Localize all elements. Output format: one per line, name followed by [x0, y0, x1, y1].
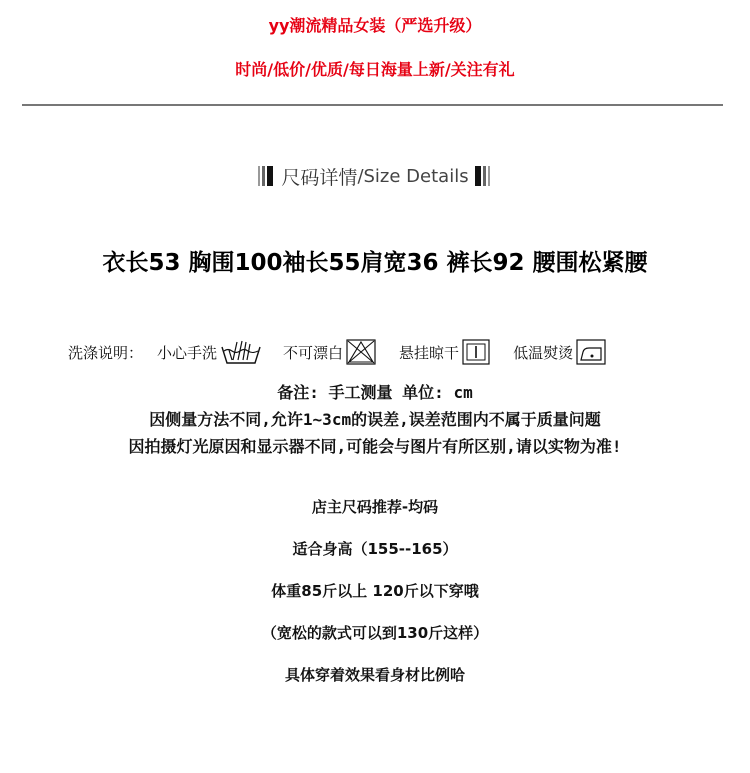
hang-dry-icon [461, 338, 491, 366]
care-item-no-bleach [283, 338, 377, 366]
section-title: 尺码详情 [281, 166, 358, 189]
low-iron-icon [575, 338, 607, 366]
note-color-disclaimer: 因拍摄灯光原因和显示器不同,可能会与图片有所区别,请以实物为准! [128, 437, 622, 456]
care-item-low-iron [513, 338, 607, 366]
note-tolerance: 因侧量方法不同,允许1~3cm的误差,误差范围内不属于质量问题 [149, 410, 601, 429]
heading-bars-right-icon [475, 166, 492, 186]
shop-slogan: 时尚/低价/优质/每日海量上新/关注有礼 [235, 60, 515, 79]
care-item-label: 低温熨烫 [513, 343, 574, 362]
care-item-label: 悬挂晾干 [399, 343, 460, 362]
size-measurements: 衣长53 胸围100袖长55肩宽36 裤长92 腰围松紧腰 [102, 250, 648, 276]
hand-wash-icon [219, 338, 263, 366]
care-item-label: 不可漂白 [283, 343, 344, 362]
no-bleach-icon [345, 338, 377, 366]
heading-bars-left-icon [258, 166, 275, 186]
recommendation-height: 适合身高（155--165） [292, 540, 458, 558]
section-heading [0, 163, 750, 189]
recommendation-title: 店主尺码推荐-均码 [311, 498, 439, 516]
care-item-label: 小心手洗 [157, 343, 218, 362]
care-instructions [68, 337, 607, 367]
care-item-hand-wash [157, 338, 263, 366]
care-item-hang-dry [399, 338, 491, 366]
shop-name: yy潮流精品女装（严选升级） [268, 16, 482, 35]
recommendation-fit-note: 具体穿着效果看身材比例哈 [284, 666, 465, 684]
note-measurement: 备注: 手工测量 单位: cm [277, 383, 473, 402]
care-label: 洗涤说明： [68, 343, 144, 362]
recommendation-loose: （宽松的款式可以到130斤这样） [261, 624, 489, 642]
divider [22, 104, 723, 106]
section-subtitle: /Size Details [357, 165, 469, 187]
recommendation-weight: 体重85斤以上 120斤以下穿哦 [271, 582, 479, 600]
